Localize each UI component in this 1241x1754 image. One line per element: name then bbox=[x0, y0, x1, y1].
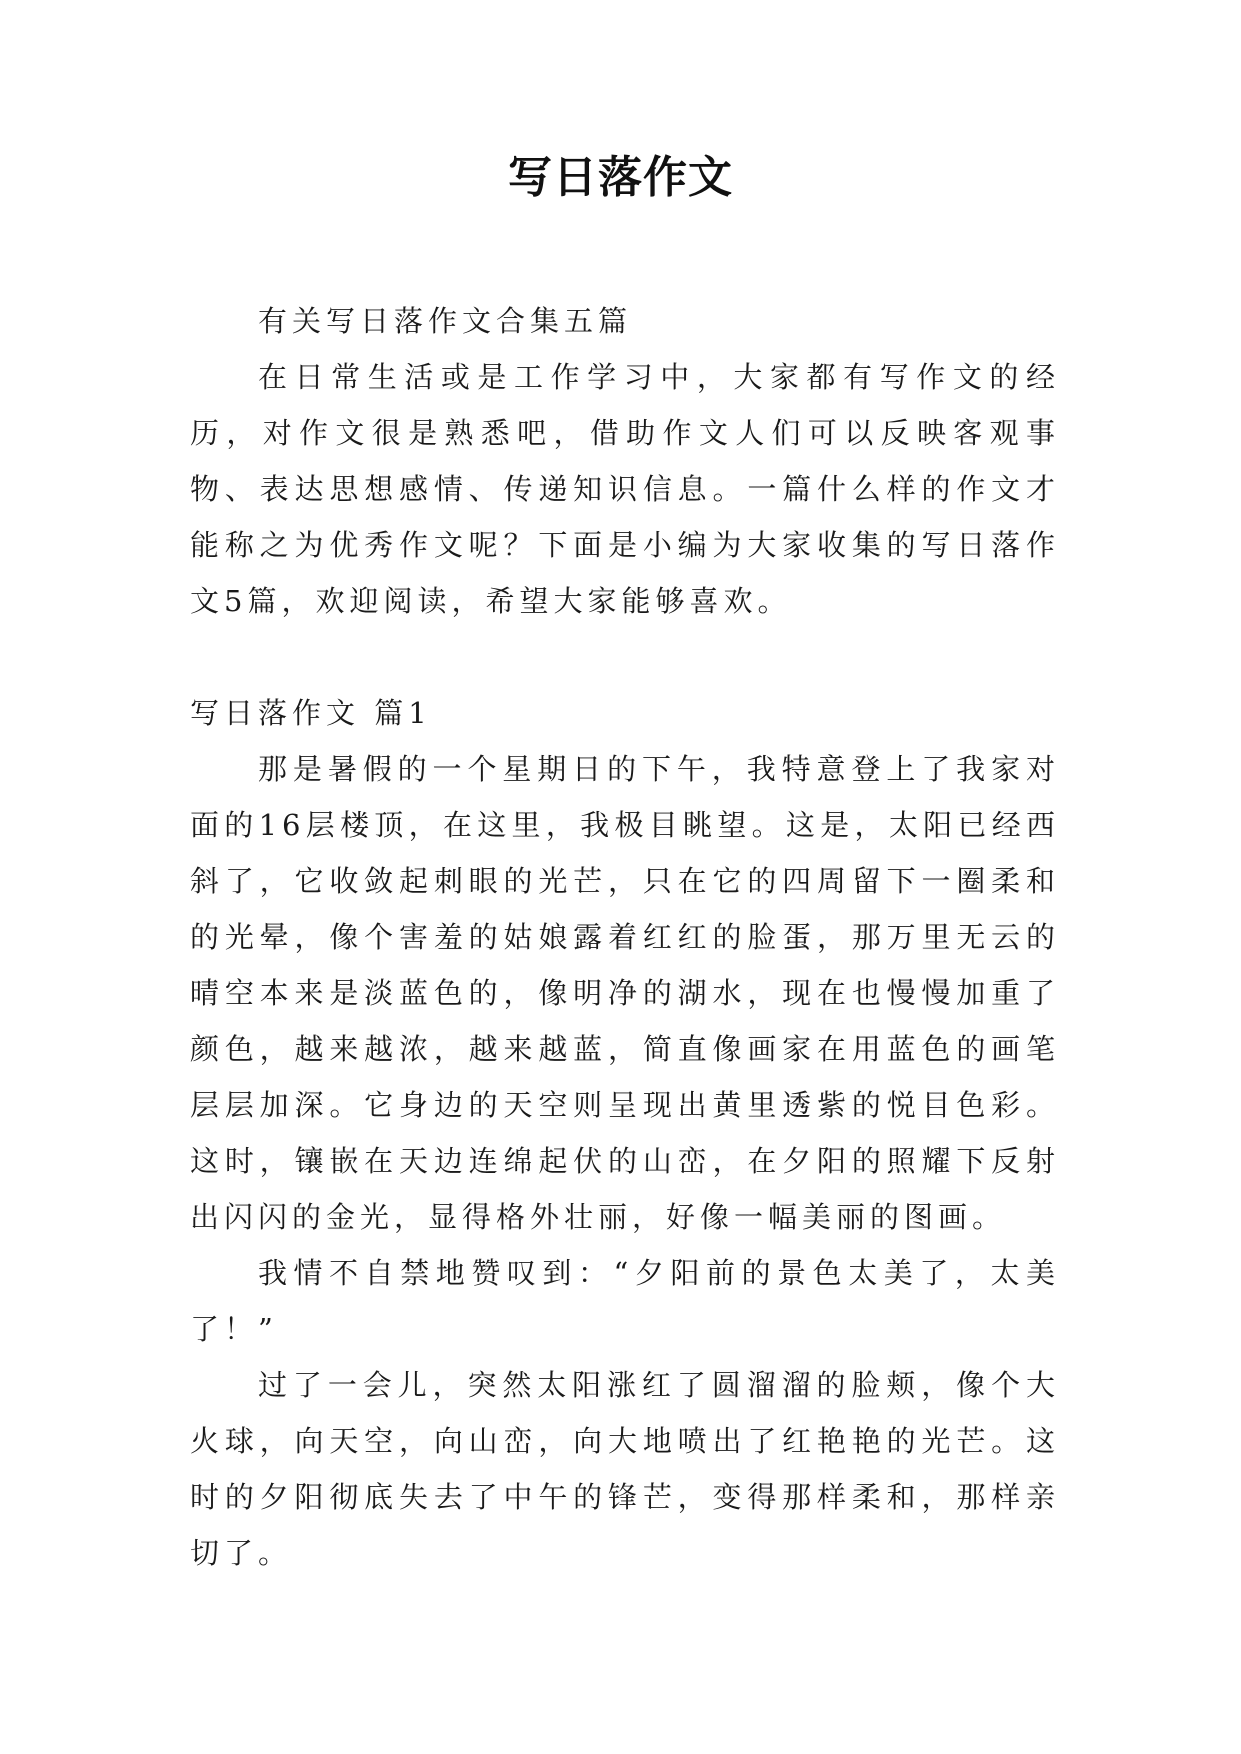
body-paragraph: 我情不自禁地赞叹到：“夕阳前的景色太美了，太美了！” bbox=[190, 1256, 1060, 1346]
page-title: 写日落作文 bbox=[508, 152, 733, 203]
body-paragraph: 那是暑假的一个星期日的下午，我特意登上了我家对面的16层楼顶，在这里，我极目眺望。这是，太阳已经西斜了，它收敛起刺眼的光芒，只在它的四周留下一圈柔和的光晕，像个害羞的姑娘露着红红的脸蛋，那万里无云的晴空本来是淡蓝色的，像明净的湖水，现在也慢慢加重了颜色，越来越浓，越来越蓝，简直像画家在用蓝色的画笔层层加深。它身边的天空则呈现出黄里透紫的悦目色彩。这时，镶嵌在天边连绵起伏的山峦，在夕阳的照耀下反射出闪闪的金光，显得格外壮丽，好像一幅美丽的图画。 bbox=[190, 752, 1060, 1234]
subtitle-line: 有关写日落作文合集五篇 bbox=[258, 304, 633, 338]
section-heading: 写日落作文 篇1 bbox=[190, 696, 432, 730]
section-spacer bbox=[190, 629, 1060, 685]
body-paragraph: 过了一会儿，突然太阳涨红了圆溜溜的脸颊，像个大火球，向天空，向山峦，向大地喷出了红艳艳的光芒。这时的夕阳彻底失去了中午的锋芒，变得那样柔和，那样亲切了。 bbox=[190, 1368, 1060, 1570]
document-body bbox=[190, 293, 1060, 1581]
intro-paragraph: 在日常生活或是工作学习中，大家都有写作文的经历，对作文很是熟悉吧，借助作文人们可以反映客观事物、表达思想感情、传递知识信息。一篇什么样的作文才能称之为优秀作文呢？下面是小编为大家收集的写日落作文5篇，欢迎阅读，希望大家能够喜欢。 bbox=[190, 360, 1060, 618]
